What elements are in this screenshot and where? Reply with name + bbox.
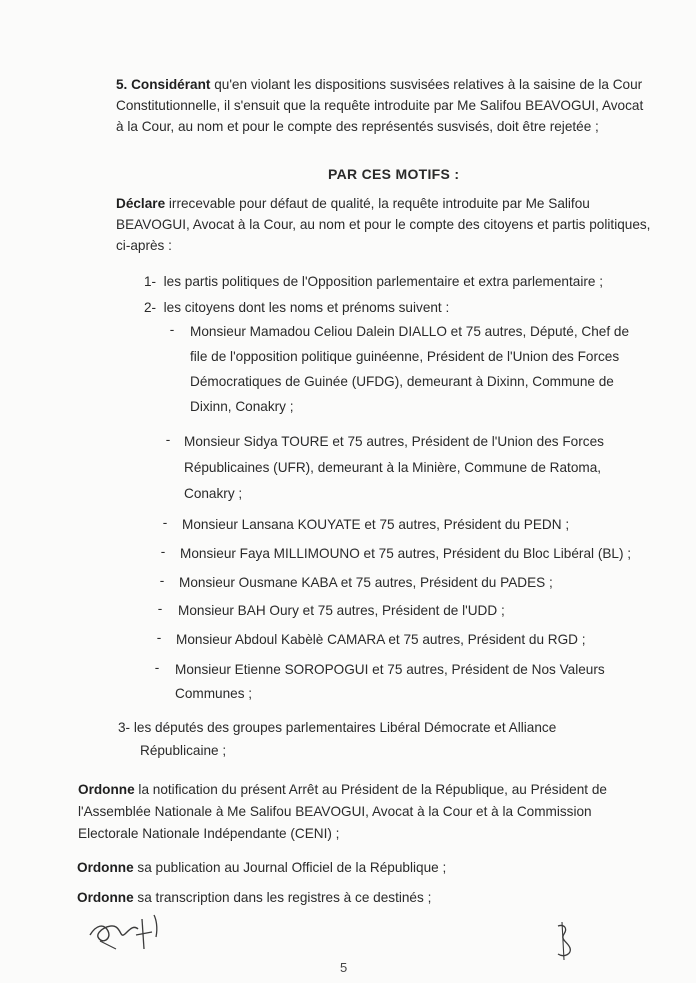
section-title: PAR CES MOTIFS :: [328, 166, 460, 182]
list-item-2: [144, 298, 449, 318]
bullet-dash: -: [169, 322, 175, 337]
paragraph-5-text-1: qu'en violant les dispositions susvisées relatives à la saisine de la Cour: [214, 77, 643, 92]
citizen-2-line-3: Conakry ;: [184, 486, 243, 501]
citizen-1-line-4: Dixinn, Conakry ;: [190, 399, 294, 414]
citizen-1-line-2: file de l'opposition politique guinéenne, Président de l'Union des Forces: [190, 349, 620, 364]
signature-left: [86, 905, 176, 955]
declare-label: Déclare: [116, 196, 166, 211]
citizen-2-line-2: Républicaines (UFR), demeurant à la Minière, Commune de Ratoma,: [184, 460, 602, 475]
citizen-8-line-2: Communes ;: [175, 686, 253, 701]
bullet-dash: -: [157, 601, 163, 616]
paragraph-5-line-2: Constitutionnelle, il s'ensuit que la requête introduite par Me Salifou BEAVOGUI, Avocat: [116, 98, 644, 113]
ordonne-1-line-2: l'Assemblée Nationale à Me Salifou BEAVOGUI, Avocat à la Cour et à la Commission: [78, 804, 592, 819]
list-item-text: les partis politiques de l'Opposition parlementaire et extra parlementaire ;: [163, 274, 603, 289]
list-item-1: [144, 272, 603, 292]
list-item-3-line-2: Républicaine ;: [140, 743, 227, 758]
bullet-dash: -: [156, 630, 162, 645]
bullet-dash: -: [154, 660, 160, 675]
ordonne-text: la notification du présent Arrêt au Président de la République, au Président de: [138, 782, 607, 797]
initials-right: [550, 920, 580, 962]
bullet-dash: -: [165, 432, 171, 447]
bullet-dash: -: [162, 515, 168, 530]
citizen-8-line-1: Monsieur Etienne SOROPOGUI et 75 autres, Président de Nos Valeurs: [175, 662, 605, 677]
citizen-1-line-3: Démocratiques de Guinée (UFDG), demeurant à Dixinn, Commune de: [190, 374, 614, 389]
ordonne-1-line-3: Electorale Nationale Indépendante (CENI) ;: [78, 826, 340, 841]
declare-text-1: irrecevable pour défaut de qualité, la requête introduite par Me Salifou: [168, 196, 590, 211]
ordonne-label: Ordonne: [77, 890, 134, 905]
ordonne-text: sa publication au Journal Officiel de la République ;: [137, 860, 447, 875]
declare-line-2: BEAVOGUI, Avocat à la Cour, au nom et pour le compte des citoyens et partis politiques,: [116, 217, 651, 232]
citizen-2-line-1: Monsieur Sidya TOURE et 75 autres, Président de l'Union des Forces: [184, 434, 604, 449]
bullet-dash: -: [159, 573, 165, 588]
list-item-text: les citoyens dont les noms et prénoms suivent :: [163, 300, 450, 315]
list-item-text: les députés des groupes parlementaires Libéral Démocrate et Alliance: [133, 720, 557, 735]
bullet-dash: -: [160, 544, 166, 559]
ordonne-2: [77, 858, 446, 878]
citizen-3: Monsieur Lansana KOUYATE et 75 autres, Président du PEDN ;: [182, 517, 570, 532]
citizen-6: Monsieur BAH Oury et 75 autres, Président de l'UDD ;: [178, 603, 505, 618]
ordonne-1-line-1: [78, 780, 607, 800]
list-number: 1-: [144, 274, 157, 289]
ordonne-label: Ordonne: [77, 860, 134, 875]
list-item-3-line-1: [118, 718, 556, 738]
paragraph-5-label: 5. Considérant: [116, 77, 211, 92]
paragraph-5-line-1: [116, 75, 642, 95]
declare-line-3: ci-après :: [116, 238, 172, 253]
list-number: 2-: [144, 300, 157, 315]
declare-line-1: [116, 194, 590, 214]
ordonne-label: Ordonne: [78, 782, 135, 797]
ordonne-text: sa transcription dans les registres à ce destinés ;: [137, 890, 432, 905]
citizen-1-line-1: Monsieur Mamadou Celiou Dalein DIALLO et 75 autres, Député, Chef de: [190, 324, 630, 339]
citizen-5: Monsieur Ousmane KABA et 75 autres, Président du PADES ;: [179, 575, 553, 590]
paragraph-5-line-3: à la Cour, au nom et pour le compte des représentés susvisés, doit être rejetée ;: [116, 119, 599, 134]
page-number: 5: [340, 960, 348, 975]
citizen-4: Monsieur Faya MILLIMOUNO et 75 autres, Président du Bloc Libéral (BL) ;: [180, 546, 632, 561]
citizen-7: Monsieur Abdoul Kabèlè CAMARA et 75 autres, Président du RGD ;: [176, 632, 586, 647]
list-number: 3-: [118, 720, 131, 735]
